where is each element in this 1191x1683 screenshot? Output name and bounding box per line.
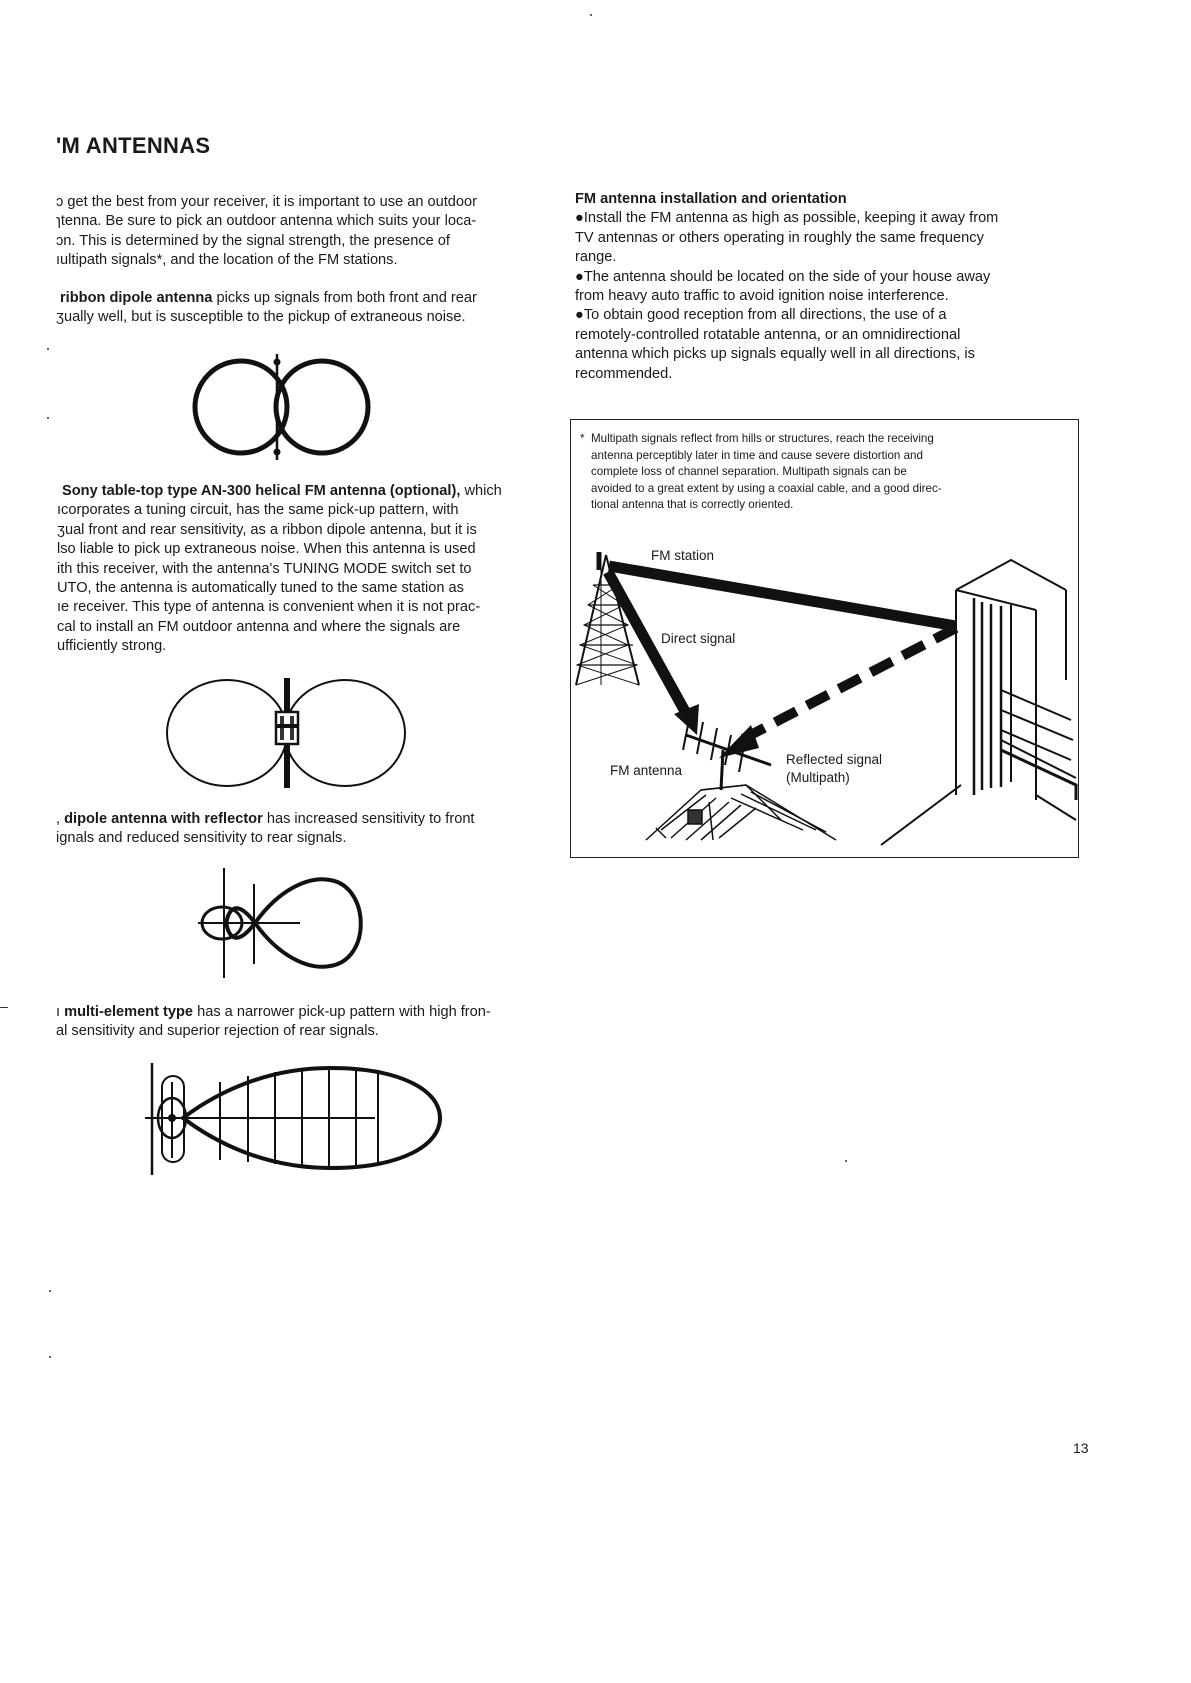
scan-speck [0, 1007, 8, 1008]
multi-prefix: ı [56, 1004, 65, 1020]
reflector-heading: dipole antenna with reflector [64, 811, 263, 827]
sony-line: ʒual front and rear sensitivity, as a ribbon dipole antenna, but it is [57, 521, 477, 538]
bullet-line: antenna which picks up signals equally well in all directions, is [575, 346, 975, 363]
note-line: Multipath signals reflect from hills or structures, reach the receiving [591, 432, 934, 445]
sony-line: lso liable to pick up extraneous noise. When this antenna is used [57, 541, 476, 558]
ribbon-text: picks up signals from both front and rear [212, 290, 477, 306]
ribbon-text: ʒually well, but is susceptible to the pickup of extraneous noise. [56, 309, 466, 326]
fm-antenna-label: FM antenna [610, 763, 683, 778]
multi-text: al sensitivity and superior rejection of rear signals. [56, 1023, 379, 1040]
note-line: tional antenna that is correctly oriented. [591, 498, 794, 511]
bullet-line: ●The antenna should be located on the side of your house away [575, 268, 991, 285]
bullet-line: from heavy auto traffic to avoid ignition noise interference. [575, 288, 949, 305]
sony-paragraph [57, 482, 541, 657]
page-title: 'M ANTENNAS [56, 133, 211, 158]
page-number: 13 [1073, 1440, 1089, 1456]
reflector-paragraph [56, 810, 541, 849]
sony-line: cal to install an FM outdoor antenna and where the signals are [57, 618, 461, 635]
bullet-line: recommended. [575, 365, 673, 382]
sony-line: ith this receiver, with the antenna's TUNING MODE switch set to [57, 560, 472, 577]
intro-line: ɿtenna. Be sure to pick an outdoor antenna which suits your loca- [56, 213, 477, 230]
multipath-diagram [571, 540, 1079, 855]
direct-signal-label: Direct signal [661, 631, 736, 646]
scan-speck [590, 14, 592, 16]
sony-line: UTO, the antenna is automatically tuned to the same station as [57, 580, 464, 597]
installation-section [575, 190, 1073, 384]
note-line: avoided to a great extent by using a coaxial cable, and a good direc- [591, 481, 942, 495]
note-star: * [580, 432, 585, 445]
multi-element-paragraph [56, 1003, 546, 1042]
note-line: antenna perceptibly later in time and cause severe distortion and [591, 448, 923, 462]
reflector-pattern-icon [200, 868, 380, 978]
bullet-line: ●To obtain good reception from all directions, the use of a [575, 307, 947, 324]
bullet-3 [575, 306, 1073, 384]
bullet-line: range. [575, 249, 617, 266]
multi-element-pattern-icon [140, 1060, 450, 1180]
sony-line: ıe receiver. This type of antenna is convenient when it is not prac- [57, 599, 481, 616]
fm-station-label: FM station [651, 548, 715, 563]
intro-line: ıultipath signals*, and the location of the FM stations. [56, 252, 398, 269]
sony-line: ıcorporates a tuning circuit, has the same pick-up pattern, with [57, 502, 459, 519]
bullet-1 [575, 209, 1073, 267]
intro-line: ɔ get the best from your receiver, it is important to use an outdoor [56, 194, 477, 210]
reflector-text: ignals and reduced sensitivity to rear signals. [56, 830, 347, 847]
scan-speck [845, 1160, 847, 1162]
sony-line: ufficiently strong. [57, 638, 167, 655]
sony-text: which [460, 483, 502, 499]
scan-speck [47, 348, 49, 350]
reflector-text: has increased sensitivity to front [262, 811, 475, 827]
scan-speck [49, 1356, 51, 1358]
helical-antenna-pattern-icon [165, 676, 410, 791]
multi-heading: multi-element type [64, 1004, 194, 1020]
multipath-note [580, 431, 1041, 514]
multipath-label: (Multipath) [786, 770, 850, 785]
scan-speck [49, 1290, 51, 1292]
reflector-prefix: , [56, 811, 65, 827]
bullet-line: remotely-controlled rotatable antenna, or an omnidirectional [575, 326, 961, 343]
ribbon-paragraph [56, 289, 541, 328]
building-icon [881, 560, 1076, 845]
bullet-line: TV antennas or others operating in roughly the same frequency [575, 229, 984, 246]
ribbon-dipole-pattern-icon [180, 352, 380, 462]
installation-heading: FM antenna installation and orientation [575, 191, 847, 207]
house-icon [646, 785, 836, 840]
sony-heading: Sony table-top type AN-300 helical FM antenna (optional), [62, 483, 461, 499]
bullet-2 [575, 268, 1073, 307]
intro-line: ɔn. This is determined by the signal strength, the presence of [56, 232, 450, 249]
intro-paragraph [56, 193, 541, 271]
note-line: complete loss of channel separation. Multipath signals can be [591, 465, 907, 478]
ribbon-heading: ribbon dipole antenna [60, 290, 213, 306]
reflected-signal-label: Reflected signal [786, 752, 883, 767]
bullet-line: ●Install the FM antenna as high as possible, keeping it away from [575, 210, 999, 227]
multi-text: has a narrower pick-up pattern with high fron- [193, 1004, 491, 1020]
scan-speck [47, 417, 49, 419]
